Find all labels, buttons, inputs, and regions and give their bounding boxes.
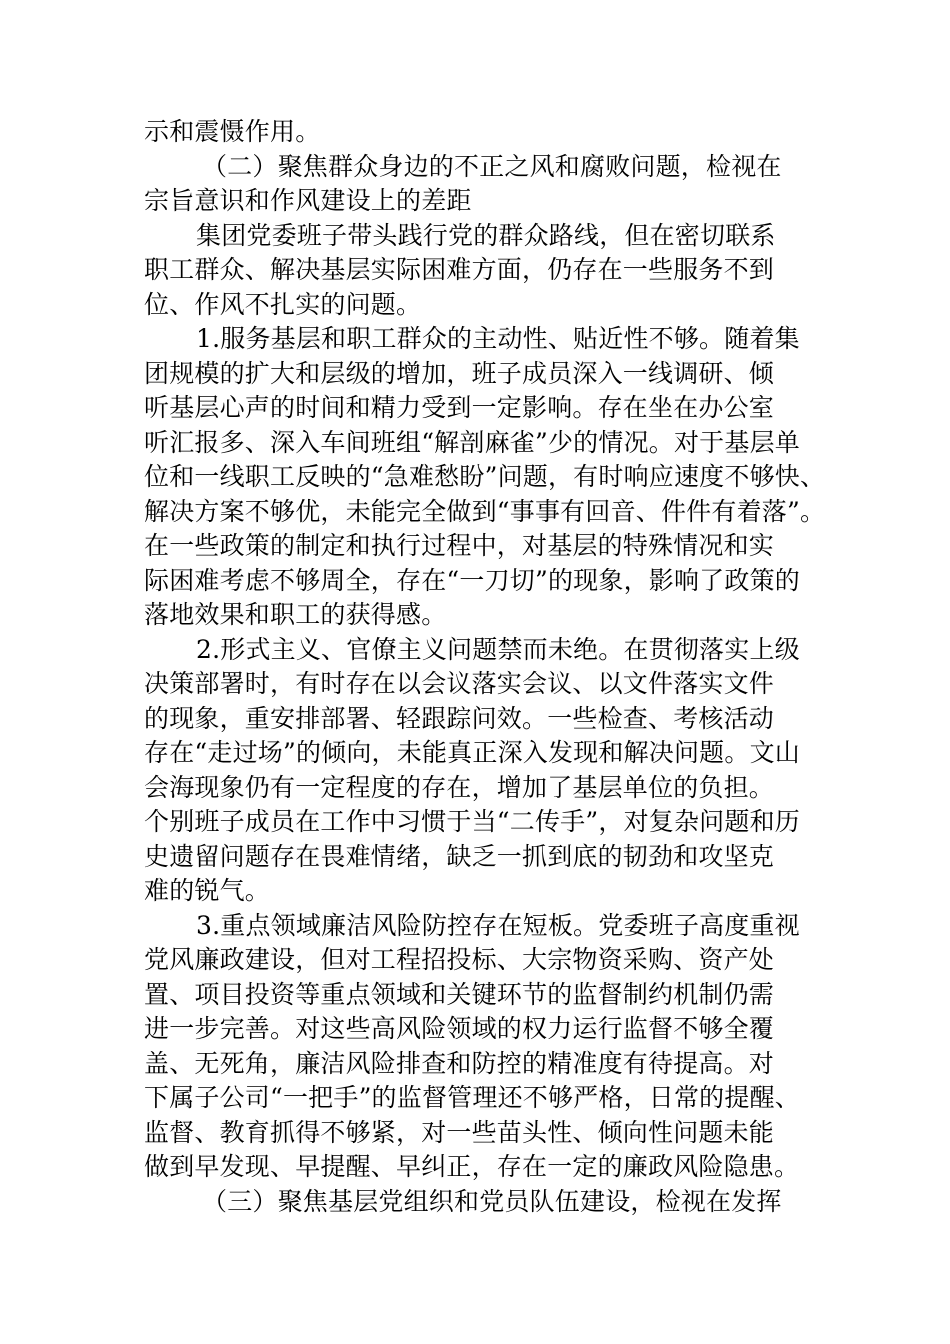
paragraph-line: 集团党委班子带头践行党的群众路线，但在密切联系 (196, 220, 776, 250)
paragraph-line: 示和震慑作用。 (144, 117, 321, 146)
paragraph-line: 存在“走过场”的倾向，未能真正深入发现和解决问题。文山 (144, 738, 800, 767)
paragraph-line: 团规模的扩大和层级的增加，班子成员深入一线调研、倾 (144, 358, 775, 388)
paragraph-line: 3.重点领域廉洁风险防控存在短板。党委班子高度重视 (196, 910, 800, 940)
paragraph-line: 置、项目投资等重点领域和关键环节的监督制约机制仍需 (144, 979, 775, 1009)
paragraph-line: 难的锐气。 (144, 876, 271, 905)
paragraph-line: 盖、无死角，廉洁风险排查和防控的精准度有待提高。对 (144, 1048, 775, 1078)
paragraph-line: 职工群众、解决基层实际困难方面，仍存在一些服务不到 (144, 255, 775, 284)
paragraph-line: 际困难考虑不够周全，存在“一刀切”的现象，影响了政策的 (144, 565, 800, 595)
paragraph-line: 解决方案不够优，未能完全做到“事事有回音、件件有着落”。 (144, 496, 826, 526)
document-body (144, 115, 826, 1219)
paragraph-line: 下属子公司“一把手”的监督管理还不够严格，日常的提醒、 (144, 1083, 800, 1112)
section-heading-line: 宗旨意识和作风建设上的差距 (144, 186, 472, 215)
section-heading-line: （二）聚焦群众身边的不正之风和腐败问题，检视在 (202, 151, 782, 181)
paragraph-line: 听汇报多、深入车间班组“解剖麻雀”少的情况。对于基层单 (144, 427, 800, 457)
paragraph-line: 史遗留问题存在畏难情绪，缺乏一抓到底的韧劲和攻坚克 (144, 841, 775, 871)
paragraph-line: 听基层心声的时间和精力受到一定影响。存在坐在办公室 (144, 393, 775, 422)
paragraph-line: 的现象，重安排部署、轻跟踪问效。一些检查、考核活动 (144, 703, 775, 733)
paragraph-line: 1.服务基层和职工群众的主动性、贴近性不够。随着集 (196, 324, 800, 353)
paragraph-line: 在一些政策的制定和执行过程中，对基层的特殊情况和实 (144, 531, 775, 560)
paragraph-line: 会海现象仍有一定程度的存在，增加了基层单位的负担。 (144, 772, 775, 802)
paragraph-line: 监督、教育抓得不够紧，对一些苗头性、倾向性问题未能 (144, 1117, 775, 1147)
paragraph-line: 决策部署时，有时存在以会议落实会议、以文件落实文件 (144, 669, 775, 698)
paragraph-line: 落地效果和职工的获得感。 (144, 600, 447, 629)
paragraph-line: 位、作风不扎实的问题。 (144, 289, 422, 319)
paragraph-line: 党风廉政建设，但对工程招投标、大宗物资采购、资产处 (144, 945, 775, 974)
paragraph-line: 做到早发现、早提醒、早纠正，存在一定的廉政风险隐患。 (144, 1152, 800, 1181)
paragraph-line: 2.形式主义、官僚主义问题禁而未绝。在贯彻落实上级 (196, 634, 800, 664)
paragraph-line: 位和一线职工反映的“急难愁盼”问题，有时响应速度不够快、 (144, 462, 826, 491)
paragraph-line: 个别班子成员在工作中习惯于当“二传手”，对复杂问题和历 (144, 807, 800, 836)
paragraph-line: 进一步完善。对这些高风险领域的权力运行监督不够全覆 (144, 1014, 775, 1043)
section-heading-line: （三）聚焦基层党组织和党员队伍建设，检视在发挥 (202, 1186, 782, 1216)
